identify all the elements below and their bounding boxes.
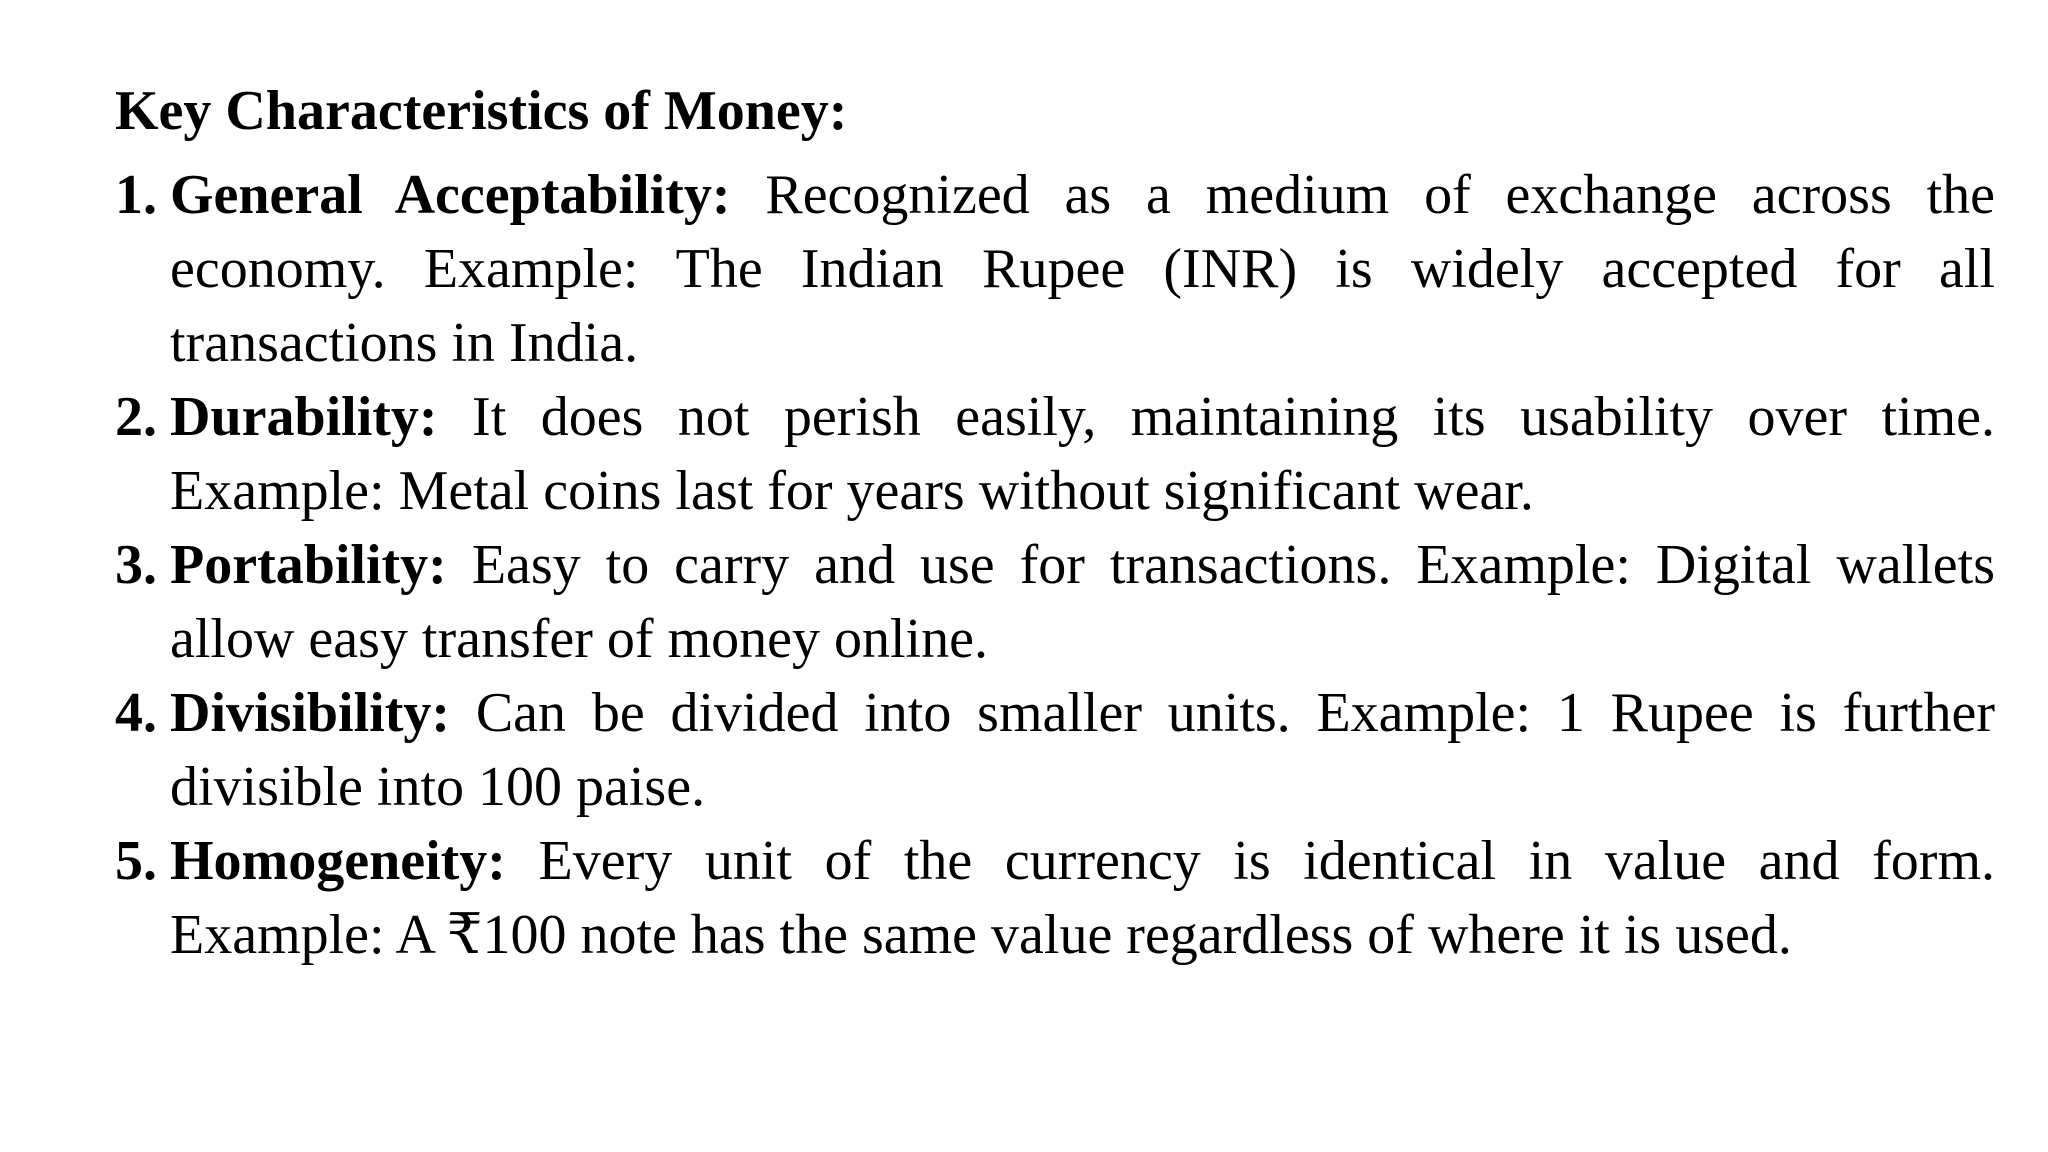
list-item-general-acceptability: [115, 158, 1995, 380]
characteristics-list: [115, 158, 1995, 972]
item-number: 5.: [115, 830, 157, 892]
list-item-homogeneity: [115, 824, 1995, 972]
item-term: Homogeneity:: [170, 830, 539, 892]
item-term: Durability:: [170, 386, 473, 448]
list-item-portability: [115, 528, 1995, 676]
item-text: Every unit of the currency is identical in value and form. Example: A ₹100 note has the same value regardless of where it is used.: [170, 830, 1995, 966]
item-text: Can be divided into smaller units. Example: 1 Rupee is further divisible into 100 paise.: [170, 682, 1995, 818]
item-term: Portability:: [170, 534, 472, 596]
item-term: General Acceptability:: [170, 164, 766, 226]
item-number: 4.: [115, 682, 157, 744]
item-text: Easy to carry and use for transactions. Example: Digital wallets allow easy transfer of money online.: [170, 534, 1996, 670]
item-text: It does not perish easily, maintaining its usability over time. Example: Metal coins last for years without significant wear.: [170, 386, 1995, 522]
item-term: Divisibility:: [170, 682, 476, 744]
item-number: 3.: [115, 534, 157, 596]
slide-heading: Key Characteristics of Money:: [115, 80, 848, 142]
list-item-durability: [115, 380, 1995, 528]
item-number: 2.: [115, 386, 157, 448]
item-number: 1.: [115, 164, 157, 226]
item-text: Recognized as a medium of exchange across the economy. Example: The Indian Rupee (INR) is widely accepted for all transactions in India.: [170, 164, 1996, 374]
list-item-divisibility: [115, 676, 1995, 824]
